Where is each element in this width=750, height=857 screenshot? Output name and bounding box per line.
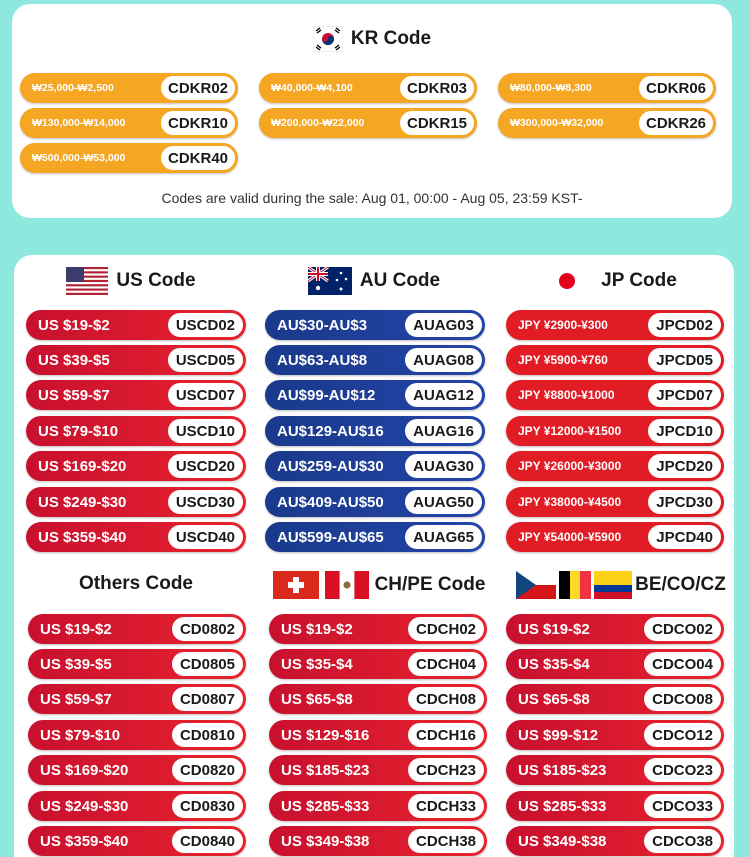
jp-price: JPY ¥8800-¥1000 <box>518 388 615 402</box>
au-code[interactable]: AUAG03 <box>405 313 482 337</box>
others-code-pill[interactable] <box>28 614 246 644</box>
kr-price: ₩80,000-₩8,300 <box>510 82 592 94</box>
au-code-pill[interactable] <box>265 380 485 410</box>
becocz-code[interactable]: CDCO08 <box>644 687 721 711</box>
chpe-price: US $349-$38 <box>281 832 370 850</box>
au-code[interactable]: AUAG50 <box>405 490 482 514</box>
becocz-price: US $19-$2 <box>518 620 590 638</box>
us-code[interactable]: USCD02 <box>168 313 243 337</box>
au-code[interactable]: AUAG16 <box>405 419 482 443</box>
us-code-pill[interactable] <box>26 416 246 446</box>
chpe-code[interactable]: CDCH23 <box>408 758 484 782</box>
kr-code-card <box>12 4 732 218</box>
others-code[interactable]: CD0810 <box>172 723 243 747</box>
us-code-pill[interactable] <box>26 380 246 410</box>
chpe-code[interactable]: CDCH16 <box>408 723 484 747</box>
chpe-price: US $19-$2 <box>281 620 353 638</box>
colombia-flag-icon <box>594 571 632 599</box>
others-code-pill[interactable] <box>28 720 246 750</box>
others-code[interactable]: CD0840 <box>172 829 243 853</box>
becocz-code-pill[interactable] <box>506 826 724 856</box>
us-code[interactable]: USCD30 <box>168 490 243 514</box>
others-price: US $39-$5 <box>40 655 112 673</box>
kr-price: ₩40,000-₩4,100 <box>271 82 353 94</box>
kr-code-pill[interactable] <box>498 108 716 138</box>
au-code-pill[interactable] <box>265 487 485 517</box>
us-code-pill[interactable] <box>26 345 246 375</box>
kr-code-pill[interactable] <box>20 143 238 173</box>
kr-code[interactable]: CDKR03 <box>400 76 474 100</box>
us-price: US $359-$40 <box>38 528 127 546</box>
kr-title: KR Code <box>350 28 432 49</box>
japan-flag-icon <box>553 267 593 295</box>
kr-code-pill[interactable] <box>498 73 716 103</box>
becocz-price: US $185-$23 <box>518 761 607 779</box>
becocz-price: US $99-$12 <box>518 726 599 744</box>
others-price: US $249-$30 <box>40 797 129 815</box>
becocz-price: US $285-$33 <box>518 797 607 815</box>
becocz-title-row <box>511 571 731 599</box>
others-code[interactable]: CD0830 <box>172 794 243 818</box>
jp-price: JPY ¥54000-¥5900 <box>518 530 622 544</box>
jp-title-row <box>508 267 722 295</box>
kr-code[interactable]: CDKR26 <box>639 111 713 135</box>
au-title-row <box>266 267 482 295</box>
au-code-pill[interactable] <box>265 522 485 552</box>
jp-code[interactable]: JPCD07 <box>648 383 721 407</box>
jp-code[interactable]: JPCD30 <box>648 490 721 514</box>
validity-note: Codes are valid during the sale: Aug 01, 00:00 - Aug 05, 23:59 KST- <box>161 190 583 206</box>
south-korea-flag-icon <box>313 26 343 52</box>
chpe-code-pill[interactable] <box>269 614 487 644</box>
kr-title-row <box>12 26 732 52</box>
jp-code-pill[interactable] <box>506 416 724 446</box>
chpe-code[interactable]: CDCH33 <box>408 794 484 818</box>
us-price: US $79-$10 <box>38 422 119 440</box>
kr-code-pill[interactable] <box>259 108 477 138</box>
jp-code-pill[interactable] <box>506 380 724 410</box>
australia-flag-icon <box>308 267 352 295</box>
chpe-code[interactable]: CDCH08 <box>408 687 484 711</box>
chpe-code[interactable]: CDCH38 <box>408 829 484 853</box>
others-code-pill[interactable] <box>28 826 246 856</box>
us-code-pill[interactable] <box>26 451 246 481</box>
au-title: AU Code <box>359 270 441 291</box>
jp-code-pill[interactable] <box>506 487 724 517</box>
kr-price: ₩25,000-₩2,500 <box>32 82 114 94</box>
kr-code-pill[interactable] <box>20 108 238 138</box>
others-price: US $79-$10 <box>40 726 121 744</box>
au-code-pill[interactable] <box>265 310 485 340</box>
jp-price: JPY ¥5900-¥760 <box>518 353 608 367</box>
us-price: US $169-$20 <box>38 457 127 475</box>
jp-price: JPY ¥26000-¥3000 <box>518 459 622 473</box>
kr-code[interactable]: CDKR15 <box>400 111 474 135</box>
becocz-code[interactable]: CDCO38 <box>644 829 721 853</box>
belgium-flag-icon <box>559 571 591 599</box>
au-price: AU$99-AU$12 <box>277 386 376 404</box>
kr-code[interactable]: CDKR10 <box>161 111 235 135</box>
kr-price: ₩130,000-₩14,000 <box>32 117 126 129</box>
us-title: US Code <box>116 270 196 291</box>
chpe-code[interactable]: CDCH04 <box>408 652 484 676</box>
peru-flag-icon <box>325 571 369 599</box>
jp-price: JPY ¥38000-¥4500 <box>518 495 622 509</box>
jp-code-pill[interactable] <box>506 345 724 375</box>
chpe-code[interactable]: CDCH02 <box>408 617 484 641</box>
chpe-price: US $185-$23 <box>281 761 370 779</box>
becocz-code-pill[interactable] <box>506 684 724 714</box>
us-price: US $19-$2 <box>38 316 110 334</box>
jp-code-pill[interactable] <box>506 310 724 340</box>
becocz-code-pill[interactable] <box>506 755 724 785</box>
us-code[interactable]: USCD07 <box>168 383 243 407</box>
others-code[interactable]: CD0807 <box>172 687 243 711</box>
becocz-code[interactable]: CDCO33 <box>644 794 721 818</box>
becocz-code[interactable]: CDCO12 <box>644 723 721 747</box>
jp-code[interactable]: JPCD05 <box>648 348 721 372</box>
others-title: Others Code <box>78 573 194 594</box>
becocz-price: US $65-$8 <box>518 690 590 708</box>
jp-code[interactable]: JPCD40 <box>648 525 721 549</box>
chpe-code-pill[interactable] <box>269 791 487 821</box>
us-code[interactable]: USCD20 <box>168 454 243 478</box>
others-code[interactable]: CD0802 <box>172 617 243 641</box>
becocz-price: US $35-$4 <box>518 655 590 673</box>
chpe-price: US $65-$8 <box>281 690 353 708</box>
chpe-code-pill[interactable] <box>269 684 487 714</box>
becocz-code-pill[interactable] <box>506 614 724 644</box>
us-code[interactable]: USCD05 <box>168 348 243 372</box>
becocz-code-pill[interactable] <box>506 649 724 679</box>
others-code-pill[interactable] <box>28 684 246 714</box>
others-code[interactable]: CD0805 <box>172 652 243 676</box>
others-price: US $19-$2 <box>40 620 112 638</box>
chpe-code-pill[interactable] <box>269 649 487 679</box>
kr-price: ₩300,000-₩32,000 <box>510 117 604 129</box>
others-code[interactable]: CD0820 <box>172 758 243 782</box>
others-price: US $59-$7 <box>40 690 112 708</box>
jp-code[interactable]: JPCD20 <box>648 454 721 478</box>
jp-price: JPY ¥12000-¥1500 <box>518 424 622 438</box>
au-price: AU$409-AU$50 <box>277 493 384 511</box>
chpe-title: CH/PE Code <box>374 574 486 595</box>
others-price: US $359-$40 <box>40 832 129 850</box>
chpe-price: US $35-$4 <box>281 655 353 673</box>
jp-title: JP Code <box>601 270 677 291</box>
kr-code[interactable]: CDKR06 <box>639 76 713 100</box>
chpe-price: US $129-$16 <box>281 726 370 744</box>
au-price: AU$63-AU$8 <box>277 351 368 369</box>
us-price: US $59-$7 <box>38 386 110 404</box>
others-price: US $169-$20 <box>40 761 129 779</box>
kr-code[interactable]: CDKR02 <box>161 76 235 100</box>
kr-code-pill[interactable] <box>259 73 477 103</box>
kr-code-pill[interactable] <box>20 73 238 103</box>
au-code-pill[interactable] <box>265 451 485 481</box>
jp-code-pill[interactable] <box>506 451 724 481</box>
becocz-code[interactable]: CDCO23 <box>644 758 721 782</box>
us-title-row <box>26 267 236 295</box>
usa-flag-icon <box>66 267 108 295</box>
chpe-title-row <box>269 571 489 599</box>
chpe-code-pill[interactable] <box>269 826 487 856</box>
us-code[interactable]: USCD40 <box>168 525 243 549</box>
switzerland-flag-icon <box>273 571 319 599</box>
us-price: US $249-$30 <box>38 493 127 511</box>
others-code-pill[interactable] <box>28 791 246 821</box>
au-code[interactable]: AUAG65 <box>405 525 482 549</box>
au-code[interactable]: AUAG08 <box>405 348 482 372</box>
au-price: AU$30-AU$3 <box>277 316 368 334</box>
jp-code[interactable]: JPCD10 <box>648 419 721 443</box>
becocz-price: US $349-$38 <box>518 832 607 850</box>
becocz-code-pill[interactable] <box>506 720 724 750</box>
chpe-code-pill[interactable] <box>269 755 487 785</box>
jp-code-pill[interactable] <box>506 522 724 552</box>
au-code-pill[interactable] <box>265 345 485 375</box>
au-code[interactable]: AUAG30 <box>405 454 482 478</box>
kr-code[interactable]: CDKR40 <box>161 146 235 170</box>
others-code-pill[interactable] <box>28 649 246 679</box>
kr-price: ₩200,000-₩22,000 <box>271 117 365 129</box>
jp-price: JPY ¥2900-¥300 <box>518 318 608 332</box>
us-price: US $39-$5 <box>38 351 110 369</box>
kr-price: ₩500,000-₩53,000 <box>32 152 126 164</box>
region-codes-card <box>14 255 734 857</box>
us-code-pill[interactable] <box>26 310 246 340</box>
us-code[interactable]: USCD10 <box>168 419 243 443</box>
au-price: AU$129-AU$16 <box>277 422 384 440</box>
us-code-pill[interactable] <box>26 487 246 517</box>
au-price: AU$599-AU$65 <box>277 528 384 546</box>
au-code-pill[interactable] <box>265 416 485 446</box>
others-title-row <box>26 573 246 595</box>
chpe-price: US $285-$33 <box>281 797 370 815</box>
chpe-code-pill[interactable] <box>269 720 487 750</box>
au-price: AU$259-AU$30 <box>277 457 384 475</box>
czech-flag-icon <box>516 571 556 599</box>
jp-code[interactable]: JPCD02 <box>648 313 721 337</box>
others-code-pill[interactable] <box>28 755 246 785</box>
becocz-title: BE/CO/CZ <box>635 574 726 595</box>
becocz-code[interactable]: CDCO02 <box>644 617 721 641</box>
au-code[interactable]: AUAG12 <box>405 383 482 407</box>
becocz-code-pill[interactable] <box>506 791 724 821</box>
us-code-pill[interactable] <box>26 522 246 552</box>
becocz-code[interactable]: CDCO04 <box>644 652 721 676</box>
